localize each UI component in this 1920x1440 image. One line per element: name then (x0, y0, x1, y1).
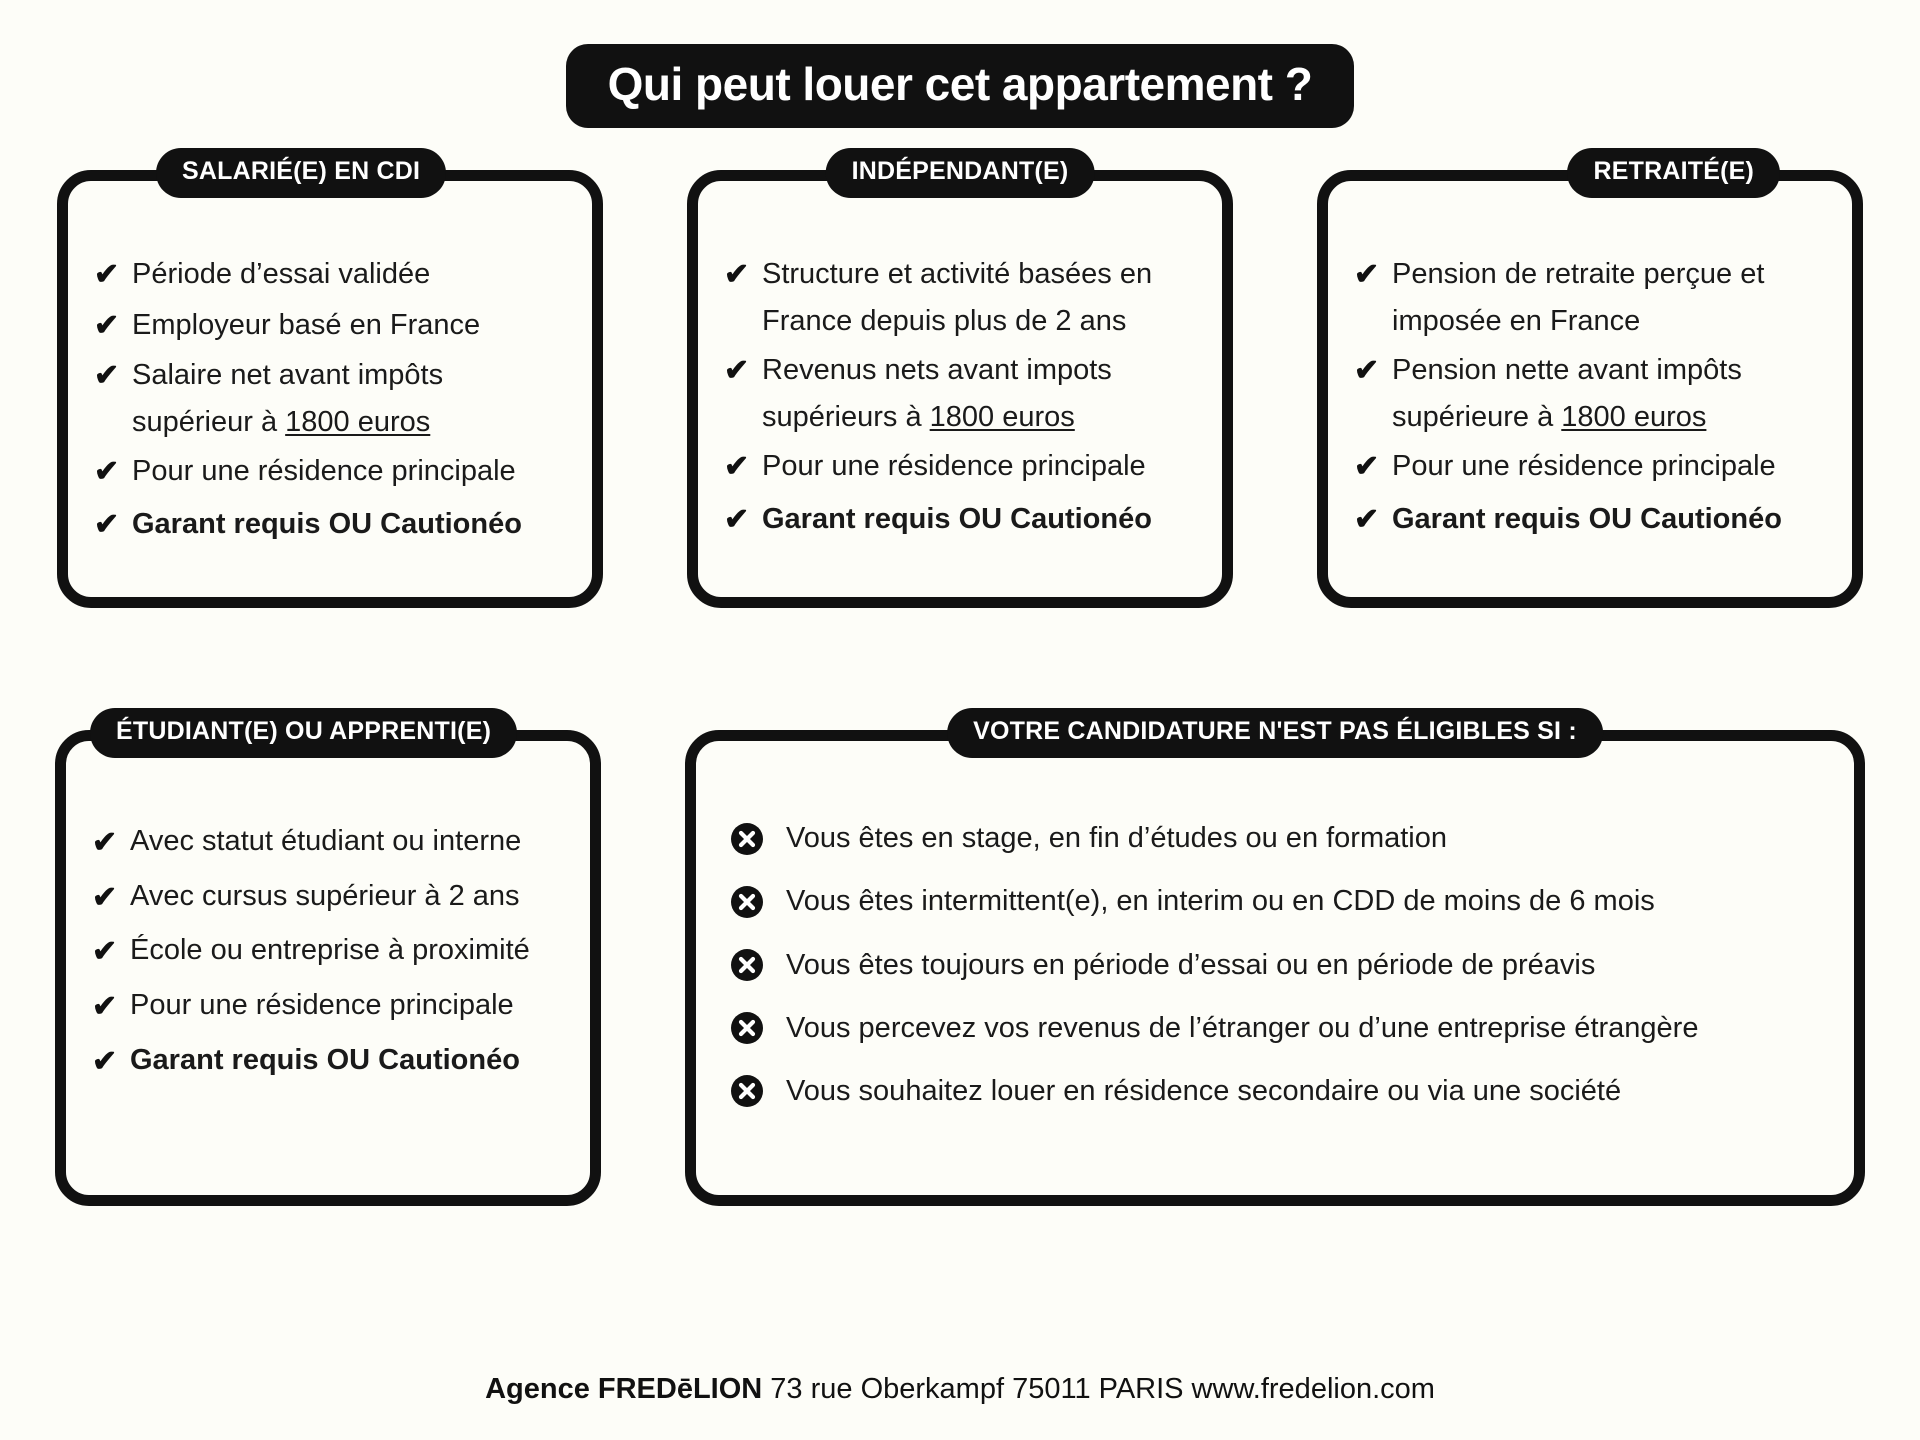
card-badge-independant: INDÉPENDANT(E) (826, 148, 1095, 198)
list-item-label: Vous êtes en stage, en fin d’études ou en formation (786, 822, 1448, 855)
list-item-label: Avec cursus supérieur à 2 ans (130, 879, 520, 912)
list-item-label: Structure et activité basées en France depuis plus de 2 ans (762, 258, 1153, 338)
card-badge-non-eligible: VOTRE CANDIDATURE N'EST PAS ÉLIGIBLES SI : (947, 708, 1603, 758)
list-item (724, 347, 1196, 441)
list-item-label (132, 352, 566, 446)
exclusion-list (730, 819, 1820, 1111)
list-item-label: Vous souhaitez louer en résidence secondaire ou via une société (786, 1074, 1622, 1107)
criteria-list-independant (724, 251, 1196, 544)
list-item (730, 1009, 1820, 1048)
list-item-label: Vous percevez vos revenus de l’étranger ou d’une entreprise étrangère (786, 1011, 1699, 1044)
list-item-label: Pour une résidence principale (762, 450, 1146, 483)
list-item (730, 819, 1820, 858)
check-icon: ✔ (1354, 258, 1380, 292)
check-icon: ✔ (92, 935, 118, 969)
list-item (94, 302, 566, 351)
agency-address: 73 rue Oberkampf 75011 PARIS www.fredelion.com (762, 1373, 1435, 1405)
list-item-label: Avec statut étudiant ou interne (130, 825, 522, 858)
list-item (92, 874, 564, 923)
list-item-label: Vous êtes intermittent(e), en interim ou en CDD de moins de 6 mois (786, 885, 1655, 918)
card-retraite (1317, 157, 1863, 608)
list-item-label: École ou entreprise à proximité (130, 934, 530, 967)
cross-circle-icon (730, 948, 786, 982)
cross-circle-icon (730, 1074, 786, 1108)
list-item-emphasis: 1800 euros (1561, 401, 1707, 434)
list-item (92, 928, 564, 977)
list-item (1354, 251, 1826, 345)
list-item (724, 251, 1196, 345)
list-item-label: Pour une résidence principale (132, 455, 516, 488)
check-icon: ✔ (724, 258, 750, 292)
check-icon: ✔ (724, 450, 750, 484)
check-icon: ✔ (1354, 450, 1380, 484)
list-item-label (762, 347, 1196, 441)
card-independant (687, 157, 1233, 608)
card-non-eligible (685, 717, 1865, 1206)
list-item-label: Garant requis OU Cautionéo (762, 502, 1152, 535)
list-item-label: Garant requis OU Cautionéo (132, 508, 522, 541)
list-item-label: Garant requis OU Cautionéo (130, 1043, 520, 1076)
cross-circle-icon (730, 885, 786, 919)
card-etudiant-apprenti (55, 717, 601, 1206)
check-icon: ✔ (94, 508, 120, 542)
list-item (730, 882, 1820, 921)
list-item-label: Pension de retraite perçue et imposée en France (1392, 258, 1765, 338)
list-item (1354, 347, 1826, 441)
criteria-list-retraite (1354, 251, 1826, 544)
list-item-text: Salaire net avant impôts supérieur à (132, 359, 444, 439)
criteria-list-etudiant-apprenti (92, 819, 564, 1086)
check-icon: ✔ (724, 354, 750, 388)
bottom-cards-row (0, 717, 1920, 1206)
agency-name: Agence FREDēLION (485, 1373, 763, 1405)
list-item-text: Revenus nets avant impots supérieurs à (762, 354, 1112, 434)
check-icon: ✔ (94, 258, 120, 292)
list-item (92, 983, 564, 1032)
check-icon: ✔ (92, 1044, 118, 1078)
footer (0, 1373, 1920, 1406)
list-item (94, 251, 566, 300)
card-badge-salarie-cdi: SALARIÉ(E) EN CDI (156, 148, 446, 198)
list-item (1354, 496, 1826, 545)
check-icon: ✔ (94, 359, 120, 393)
list-item-emphasis: 1800 euros (929, 401, 1075, 434)
check-icon: ✔ (94, 308, 120, 342)
list-item-label: Garant requis OU Cautionéo (1392, 502, 1782, 535)
list-item-emphasis: 1800 euros (285, 406, 431, 439)
check-icon: ✔ (92, 826, 118, 860)
list-item (94, 352, 566, 446)
card-salarie-cdi (57, 157, 603, 608)
list-item-label: Employeur basé en France (132, 308, 481, 341)
list-item-label: Vous êtes toujours en période d’essai ou en période de préavis (786, 948, 1596, 981)
list-item (92, 1038, 564, 1087)
check-icon: ✔ (94, 455, 120, 489)
list-item-label: Pour une résidence principale (130, 989, 514, 1022)
list-item (730, 1072, 1820, 1111)
check-icon: ✔ (92, 990, 118, 1024)
page-title: Qui peut louer cet appartement ? (566, 44, 1355, 128)
list-item (1354, 443, 1826, 492)
list-item (724, 496, 1196, 545)
list-item-label (1392, 347, 1826, 441)
criteria-list-salarie-cdi (94, 251, 566, 549)
list-item (724, 443, 1196, 492)
card-badge-retraite: RETRAITÉ(E) (1567, 148, 1780, 198)
cross-circle-icon (730, 1011, 786, 1045)
check-icon: ✔ (1354, 354, 1380, 388)
check-icon: ✔ (724, 502, 750, 536)
eligibility-cards-row (0, 157, 1920, 608)
list-item (94, 501, 566, 550)
card-badge-etudiant-apprenti: ÉTUDIANT(E) OU APPRENTI(E) (90, 708, 517, 758)
list-item (92, 819, 564, 868)
list-item-label: Période d’essai validée (132, 258, 431, 291)
list-item (730, 946, 1820, 985)
list-item-label: Pour une résidence principale (1392, 450, 1776, 483)
cross-circle-icon (730, 822, 786, 856)
check-icon: ✔ (1354, 502, 1380, 536)
list-item-text: Pension nette avant impôts supérieure à (1392, 354, 1742, 434)
list-item (94, 448, 566, 497)
check-icon: ✔ (92, 880, 118, 914)
page-title-container (0, 0, 1920, 128)
